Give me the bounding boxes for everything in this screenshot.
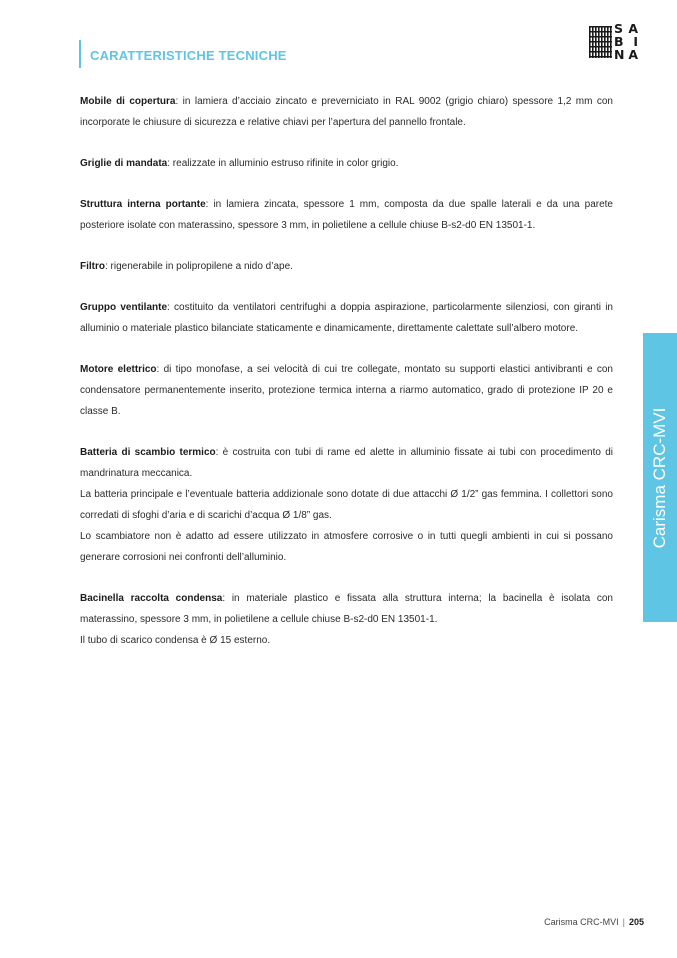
spec-paragraph-gruppo: Gruppo ventilante: costituito da ventilatori centrifughi a doppia aspirazione, particolarmente silenziosi, con giranti in alluminio o materiale plastico bilanciate staticamente e dinamicamente, direttamente calettate sull’albero motore. (80, 302, 613, 334)
spec-paragraph-struttura: Struttura interna portante: in lamiera zincata, spessore 1 mm, composta da due spalle laterali e da una parete posteriore isolate con materassino, spessore 3 mm, in polietilene a cellule chiuse B-s2-d0 EN 13501-1. (80, 199, 613, 231)
spec-paragraph-motore: Motore elettrico: di tipo monofase, a sei velocità di cui tre collegate, montato su supporti elastici antivibranti e con condensatore permanentemente inserito, protezione termica interna a riarmo automatico, grado di protezione IP 20 e classe B. (80, 364, 613, 417)
spec-paragraph-griglie: Griglie di mandata: realizzate in alluminio estruso rifinite in color grigio. (80, 158, 399, 169)
specs-content (80, 91, 613, 671)
spec-paragraph-batteria: Batteria di scambio termico: è costruita con tubi di rame ed alette in alluminio fissate ai tubi con procedimento di mandrinatura meccanica. La batteria principale e l’eventuale batteria addizionale sono dotate di due attacchi Ø 1/2” gas femmina. I collettori sono corredati di sfoghi d’aria e di scarichi d’acqua Ø 1/8” gas. Lo scambiatore non è adatto ad essere utilizzato in atmosfere corrosive o in tutti quegli ambienti in cui si possano generare corrosioni nei confronti dell’alluminio. (80, 447, 613, 563)
spec-paragraph-filtro: Filtro: rigenerabile in polipropilene a nido d’ape. (80, 261, 293, 272)
page-number: 205 (628, 917, 644, 927)
header-accent-bar (79, 40, 81, 68)
logo-grid-icon (589, 24, 613, 60)
sabiana-logo (589, 21, 649, 62)
page-title: CARATTERISTICHE TECNICHE (90, 48, 287, 63)
spec-paragraph-mobile: Mobile di copertura: in lamiera d’acciaio zincato e preverniciato in RAL 9002 (grigio chiaro) spessore 1,2 mm con incorporate le chiusure di sicurezza e relative chiavi per l’apertura del pannello frontale. (80, 96, 613, 128)
footer-product: Carisma CRC-MVI (544, 917, 619, 927)
logo-wordmark: S A B I N A (614, 21, 638, 62)
side-tab-label: Carisma CRC-MVI (650, 407, 669, 548)
spec-paragraph-bacinella: Bacinella raccolta condensa: in materiale plastico e fissata alla struttura interna; la bacinella è isolata con materassino, spessore 3 mm, in polietilene a cellule chiuse B-s2-d0 EN 13501-1. Il tubo di scarico condensa è Ø 15 esterno. (80, 593, 613, 646)
page-footer (544, 917, 644, 927)
side-tab (643, 333, 677, 622)
footer-separator: | (622, 917, 625, 927)
